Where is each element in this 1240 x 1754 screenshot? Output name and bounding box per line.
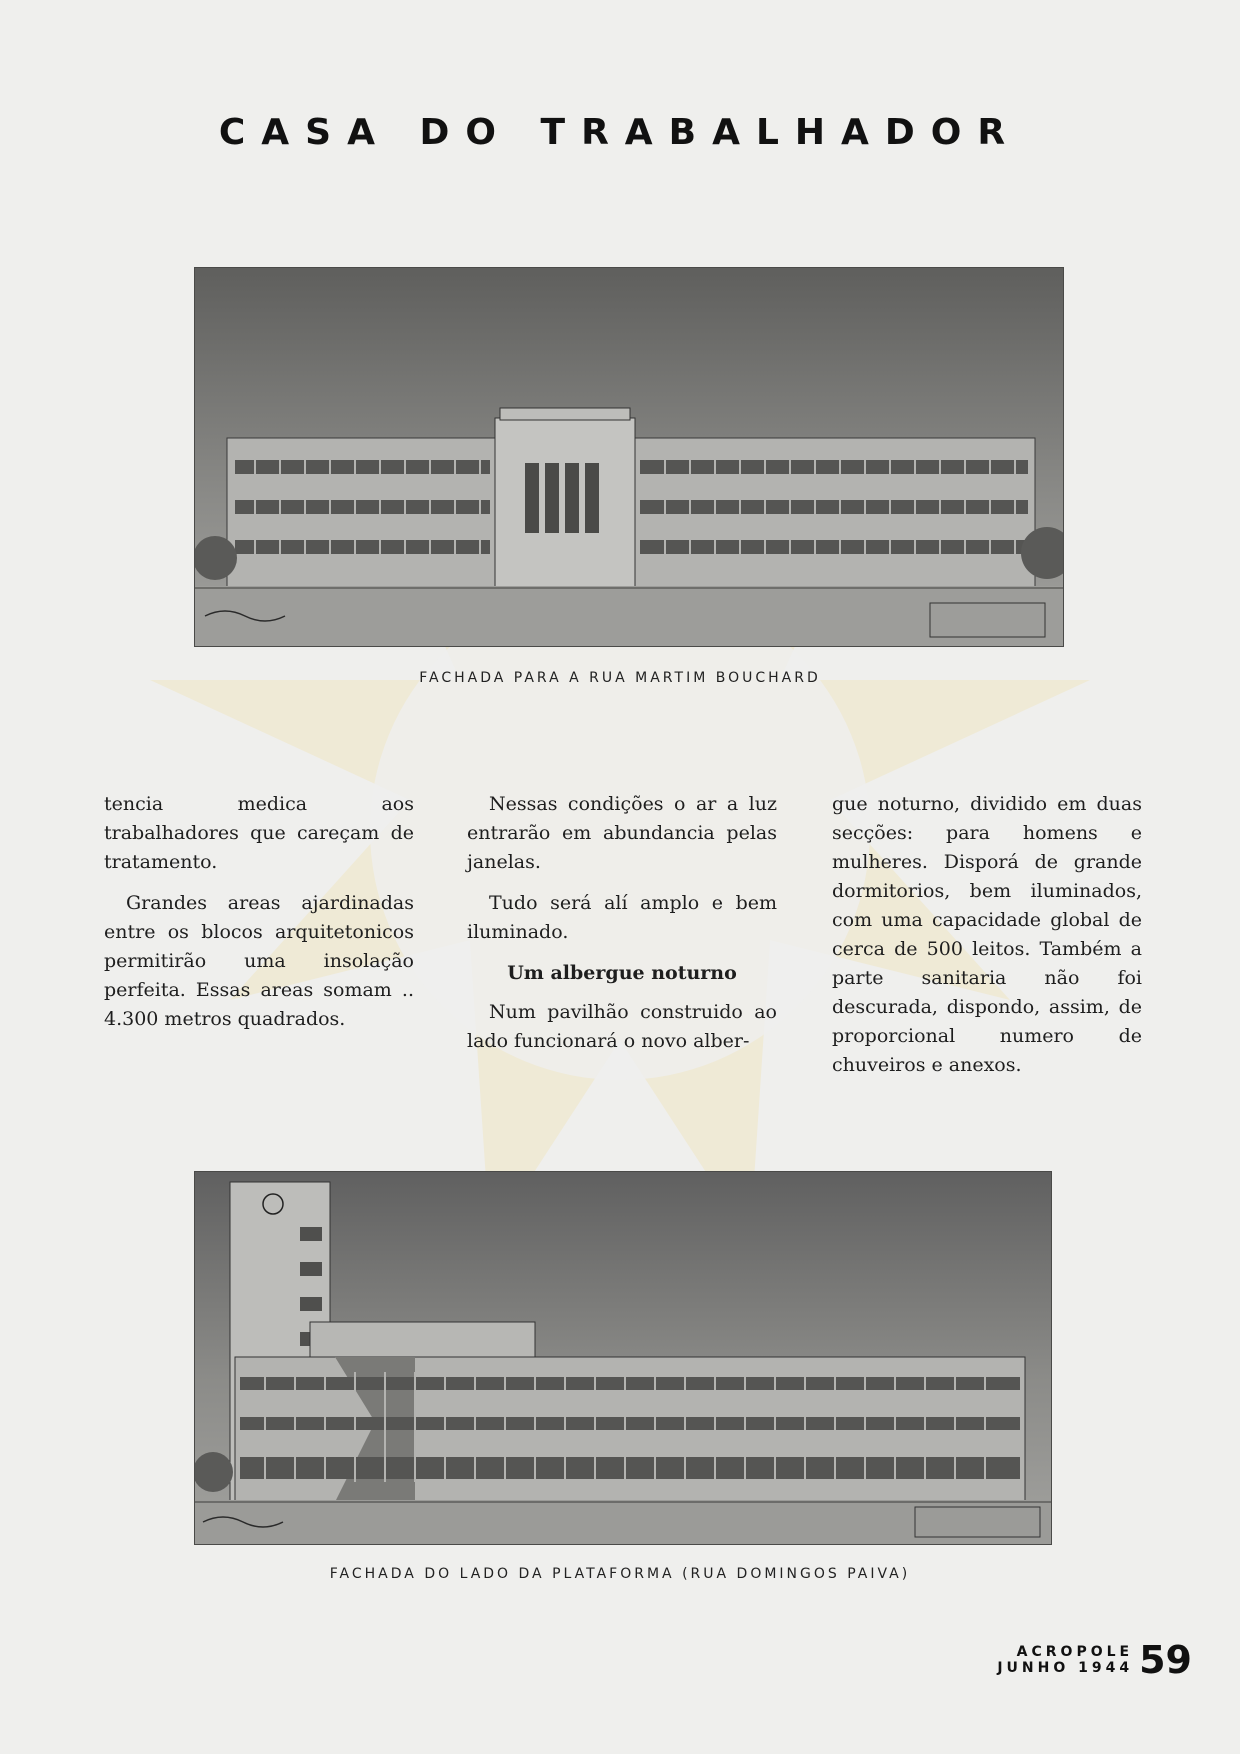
facade-drawing-top — [195, 268, 1063, 646]
facade-plataforma-illustration — [195, 1172, 1051, 1544]
magazine-info — [997, 1644, 1133, 1676]
page-title: CASA DO TRABALHADOR — [218, 112, 1022, 153]
caption-top: FACHADA PARA A RUA MARTIM BOUCHARD — [419, 670, 821, 686]
column-1-paragraph-2: Grandes areas ajardinadas entre os blocos arquitetonicos permitirão uma insolação perfeita. Essas areas somam .. 4.300 metros quadrados. — [104, 892, 414, 1030]
facade-rua-martim-bouchard-illustration — [195, 268, 1063, 646]
column-2-paragraph-2: Tudo será alí amplo e bem iluminado. — [467, 892, 777, 943]
facade-drawing-bottom — [195, 1172, 1051, 1544]
magazine-name: ACROPOLE — [1016, 1644, 1134, 1660]
text-column-1 — [104, 790, 414, 1046]
column-2-paragraph-3: Num pavilhão construido ao lado funcionará o novo alber- — [467, 1001, 777, 1052]
column-3-paragraph-1: gue noturno, dividido em duas secções: para homens e mulheres. Disporá de grande dormitorios, bem iluminados, com uma capacidade global de cerca de 500 leitos. Também a parte sanitaria não foi descurada, dispondo, assim, de proporcional numero de chuveiros e anexos. — [832, 793, 1142, 1076]
section-heading: Um albergue noturno — [507, 962, 737, 984]
issue-date: JUNHO 1944 — [997, 1660, 1134, 1676]
text-column-3 — [832, 790, 1142, 1092]
page-footer — [997, 1640, 1192, 1680]
column-1-paragraph-1: tencia medica aos trabalhadores que careçam de tratamento. — [104, 793, 414, 873]
page-number: 59 — [1139, 1638, 1192, 1682]
caption-bottom: FACHADA DO LADO DA PLATAFORMA (RUA DOMINGOS PAIVA) — [329, 1566, 911, 1582]
text-column-2 — [467, 790, 777, 1068]
column-2-paragraph-1: Nessas condições o ar a luz entrarão em abundancia pelas janelas. — [467, 793, 777, 873]
